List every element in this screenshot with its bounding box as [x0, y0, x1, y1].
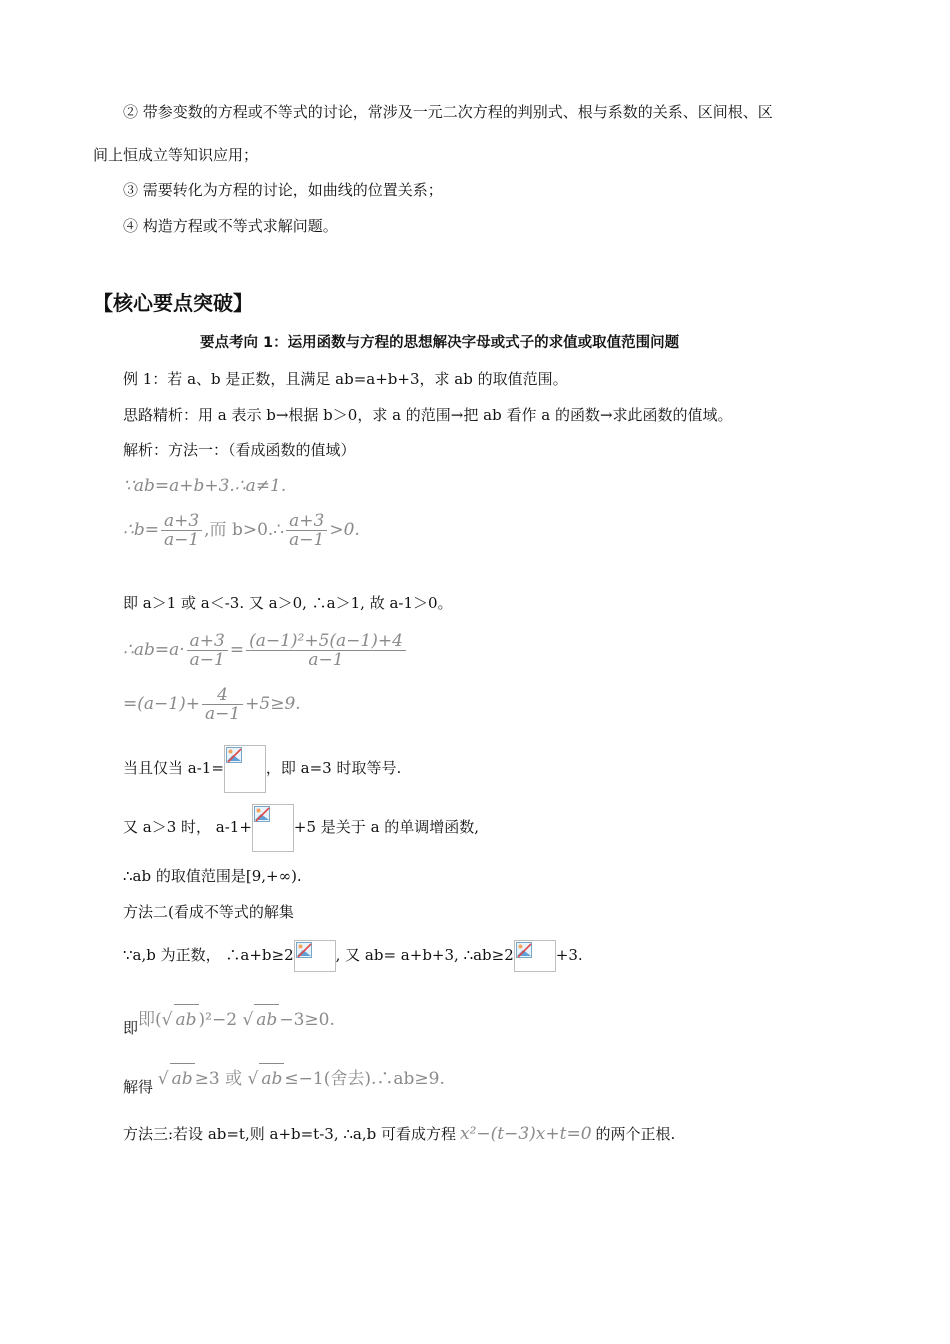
math-line-5 — [123, 684, 301, 724]
math-expression: 即(√ ab )²−2 √ ab −3≥0. — [138, 1010, 335, 1030]
text: ∵a,b 为正数， ∴a+b≥2 — [123, 946, 294, 964]
solution-text-7 — [123, 1004, 335, 1035]
text: +3. — [555, 946, 583, 964]
math-expression: √ ab ≥3 或 √ ab ≤−1(舍去).∴ab≥9. — [158, 1069, 445, 1089]
math-line-4 — [123, 630, 408, 670]
math-text: −3≥0. — [279, 1010, 335, 1030]
text: 即 — [123, 1019, 139, 1037]
numerator: a+3 — [187, 632, 228, 651]
denominator: a−1 — [163, 530, 200, 550]
math-line-2 — [123, 510, 360, 550]
text: 又 a＞3 时， a-1+ — [123, 818, 252, 836]
text: +5 是关于 a 的单调增函数, — [293, 818, 480, 836]
text: 当且仅当 a-1= — [123, 759, 224, 777]
numerator: a+3 — [161, 512, 202, 531]
list-item-4: ④ 构造方程或不等式求解问题。 — [123, 217, 338, 235]
solution-text-2 — [123, 745, 401, 793]
analysis-text: 思路精析：用 a 表示 b→根据 b＞0，求 a 的范围→把 ab 看作 a 的函数→求此函数的值域。 — [123, 406, 733, 424]
math-text: >0. — [329, 520, 360, 540]
solution-text-3 — [123, 804, 479, 852]
fraction — [202, 686, 243, 723]
list-item-2: ② 带参变数的方程或不等式的讨论，常涉及一元二次方程的判别式、根与系数的关系、区间根、区 — [123, 103, 773, 121]
numerator: (a−1)²+5(a−1)+4 — [246, 632, 406, 651]
sqrt: ab — [170, 1063, 195, 1094]
denominator: a−1 — [204, 704, 241, 724]
math-text: ,而 b>0.∴ — [204, 520, 285, 540]
broken-image-icon — [252, 804, 294, 852]
list-item-2-cont: 间上恒成立等知识应用； — [93, 146, 259, 164]
sqrt: ab — [254, 1004, 279, 1035]
fraction — [246, 632, 406, 669]
solution-method-3 — [123, 1122, 675, 1146]
math-text: +5≥9. — [245, 694, 301, 714]
math-text: ∴ab=a· — [123, 640, 185, 660]
text: , 又 ab= a+b+3, ∴ab≥2 — [335, 946, 514, 964]
solution-text-6 — [123, 938, 583, 972]
broken-image-icon — [294, 940, 336, 972]
numerator: a+3 — [286, 512, 327, 531]
denominator: a−1 — [189, 650, 225, 670]
example-statement: 例 1：若 a、b 是正数，且满足 ab=a+b+3，求 ab 的取值范围。 — [123, 370, 568, 388]
solution-text-1: 即 a＞1 或 a＜-3. 又 a＞0, ∴a＞1, 故 a-1＞0。 — [123, 594, 453, 612]
sub-heading: 要点考向 1：运用函数与方程的思想解决字母或式子的求值或取值范围问题 — [200, 335, 680, 351]
denominator: a−1 — [289, 530, 325, 550]
solution-method-2: 方法二(看成不等式的解集 — [123, 903, 294, 921]
numerator: 4 — [202, 686, 243, 705]
text: 解得 — [123, 1078, 154, 1096]
fraction — [286, 512, 327, 549]
math-text: ≥3 或 — [194, 1069, 243, 1089]
broken-image-icon — [224, 745, 266, 793]
text: 方法三:若设 ab=t,则 a+b=t-3, ∴a,b 可看成方程 — [123, 1125, 456, 1143]
broken-image-icon — [514, 940, 556, 972]
math-text: 即( — [138, 1010, 162, 1030]
section-heading: 【核心要点突破】 — [93, 291, 253, 315]
math-expression: x²−(t−3)x+t=0 — [459, 1124, 592, 1144]
solution-text-8 — [123, 1063, 445, 1094]
solution-text-4: ∴ab 的取值范围是[9,+∞). — [123, 867, 302, 885]
list-item-3: ③ 需要转化为方程的讨论，如曲线的位置关系； — [123, 181, 443, 199]
solution-method-1: 解析：方法一：（看成函数的值域） — [123, 441, 356, 459]
fraction — [187, 632, 228, 669]
denominator: a−1 — [308, 650, 344, 670]
fraction — [161, 512, 202, 549]
text: 的两个正根. — [595, 1125, 676, 1143]
math-line-1: ∵ab=a+b+3.∴a≠1. — [123, 476, 287, 496]
sqrt: ab — [259, 1063, 284, 1094]
math-text: ≤−1(舍去).∴ab≥9. — [284, 1069, 445, 1089]
math-text: =(a−1)+ — [123, 694, 200, 714]
text: ，即 a=3 时取等号. — [265, 759, 402, 777]
sqrt: ab — [174, 1004, 199, 1035]
math-text: )²−2 — [198, 1010, 238, 1030]
math-text: = — [229, 640, 245, 660]
math-text: ∴b= — [123, 520, 159, 540]
